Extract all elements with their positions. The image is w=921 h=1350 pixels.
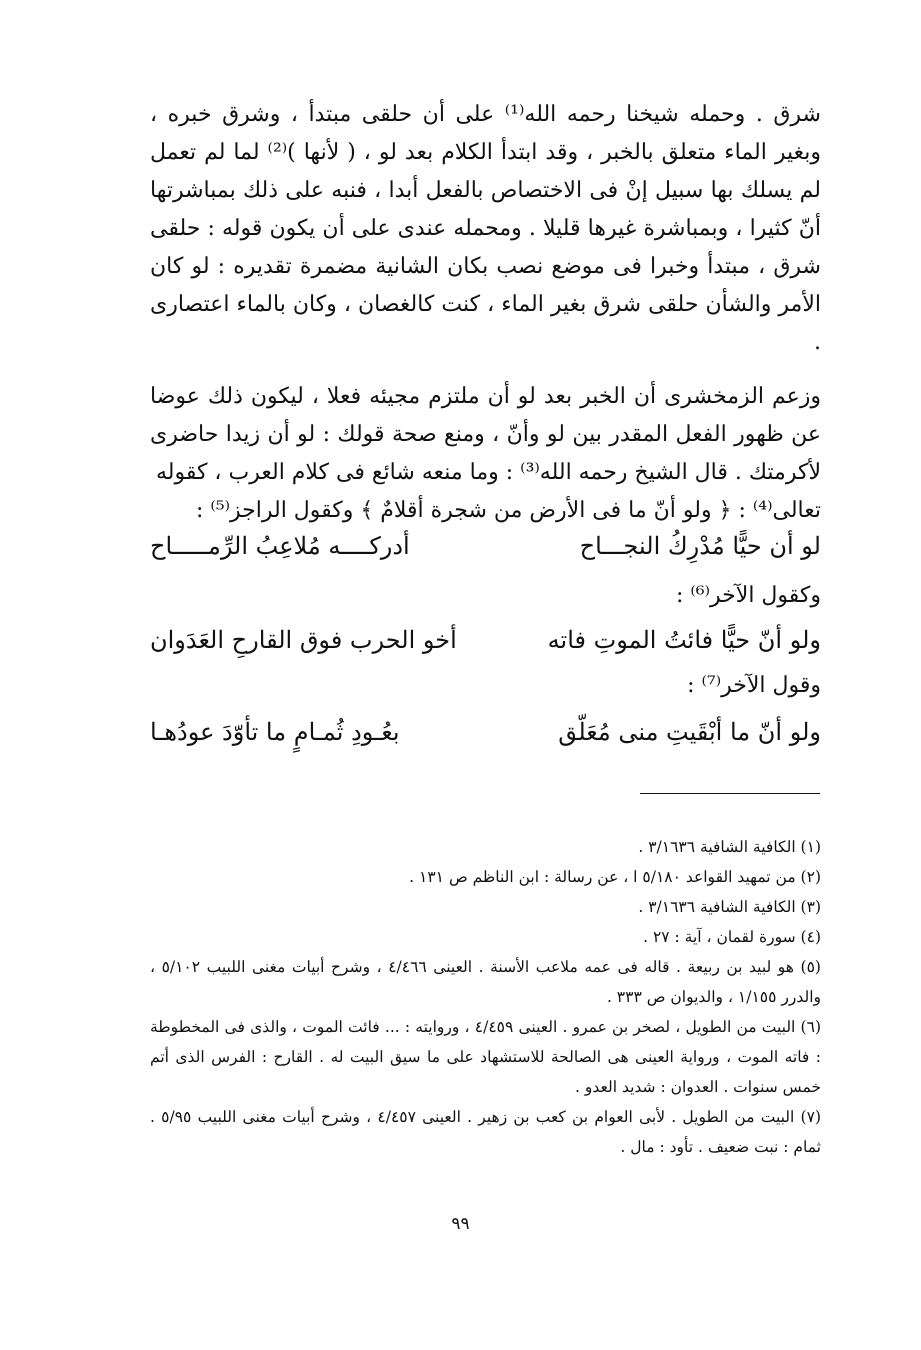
verse-second-hemistich: أخو الحرب فوق القارحِ العَدَوان <box>150 626 457 654</box>
verse-intro-line: تعالى⁽⁴⁾ : ﴿ ولو أنّ ما فى الأرض من شجرة أقلامٌ ﴾ وكقول الراجز⁽⁵⁾ : <box>195 498 821 523</box>
footnotes <box>150 832 821 1162</box>
verse-line <box>150 526 821 566</box>
verse-line <box>150 712 821 752</box>
page-number: ٩٩ <box>451 1214 470 1234</box>
verse-label: وقول الآخر⁽⁷⁾ : <box>687 673 821 698</box>
footnote: (٤) سورة لقمان ، آية : ٢٧ . <box>643 928 821 946</box>
paragraph: شرق . وحمله شيخنا رحمه الله⁽¹⁾ على أن حلقى مبتدأ ، وشرق خبره ، وبغير الماء متعلق بالخبر ، وقد ابتدأ الكلام بعد لو ، ( لأنها )⁽²⁾ لما لم تعمل لم يسلك بها سبيل إنْ فى الاختصاص بالفعل أبدا ، فنبه على ذلك بمباشرتها أنّ كثيرا ، وبمباشرة غيرها قليلا . ومحمله عندى على أن يكون قوله : حلقى شرق ، مبتدأ وخبرا فى موضع نصب بكان الشانية مضمرة تقديره : لو كان الأمر والشأن حلقى شرق بغير الماء ، كنت كالغصان ، وكان بالماء اعتصارى . <box>150 102 821 355</box>
verse-first-hemistich: ولو أنّ ما أبْقَيتِ منى مُعَلّق <box>558 718 821 746</box>
footnote: (٦) البيت من الطويل ، لصخر بن عمرو . العينى ٤/٤٥٩ ، وروايته : ... فائت الموت ، والذى فى المخطوطة : فاته الموت ، ورواية العينى هى الصالحة للاستشهاد على ما سيق البيت له . القارح : الفرس الذى أتم خمس سنوات . العدوان : شديد العدو . <box>150 1018 821 1096</box>
verse-first-hemistich: ولو أنّ حيًّا فائتُ الموتِ فاته <box>547 626 821 654</box>
footnote: (٧) البيت من الطويل . لأبى العوام بن كعب بن زهير . العينى ٤/٤٥٧ ، وشرح أبيات مغنى اللبيب ٥/٩٥ . ثمام : نبت ضعيف . تأود : مال . <box>150 1108 821 1156</box>
verse-second-hemistich: بعُـودِ ثُمـامٍ ما تأوّدَ عودُهـا <box>150 718 400 746</box>
verse-line <box>150 620 821 660</box>
footnote: (٢) من تمهيد القواعد ٥/١٨٠ ا ، عن رسالة : ابن الناظم ص ١٣١ . <box>409 868 821 886</box>
footnote: (١) الكافية الشافية ٣/١٦٣٦ . <box>638 838 821 856</box>
footnote: (٥) هو لبيد بن ربيعة . قاله فى عمه ملاعب الأسنة . العينى ٤/٤٦٦ ، وشرح أبيات مغنى اللبيب ٥/١٠٢ ، والدرر ١/١٥٥ ، والديوان ص ٣٣٣ . <box>150 958 821 1006</box>
paragraph: وزعم الزمخشرى أن الخبر بعد لو أن ملتزم مجيئه فعلا ، ليكون ذلك عوضا عن ظهور الفعل المقدر بين لو وأنّ ، ومنع صحة قولك : لو أن زيدا حاضرى لأكرمتك . قال الشيخ رحمه الله⁽³⁾ : وما منعه شائع فى كلام العرب ، كقوله <box>150 384 821 485</box>
verse-first-hemistich: لو أن حيًّا مُدْرِكُ النجـــاح <box>579 532 821 560</box>
main-text <box>150 96 821 530</box>
footnote-separator <box>640 793 820 794</box>
footnote: (٣) الكافية الشافية ٣/١٦٣٦ . <box>638 898 821 916</box>
verse-second-hemistich: أدركــــه مُلاعِبُ الرِّمـــــاح <box>150 532 410 560</box>
verse-label: وكقول الآخر⁽⁶⁾ : <box>675 583 821 608</box>
